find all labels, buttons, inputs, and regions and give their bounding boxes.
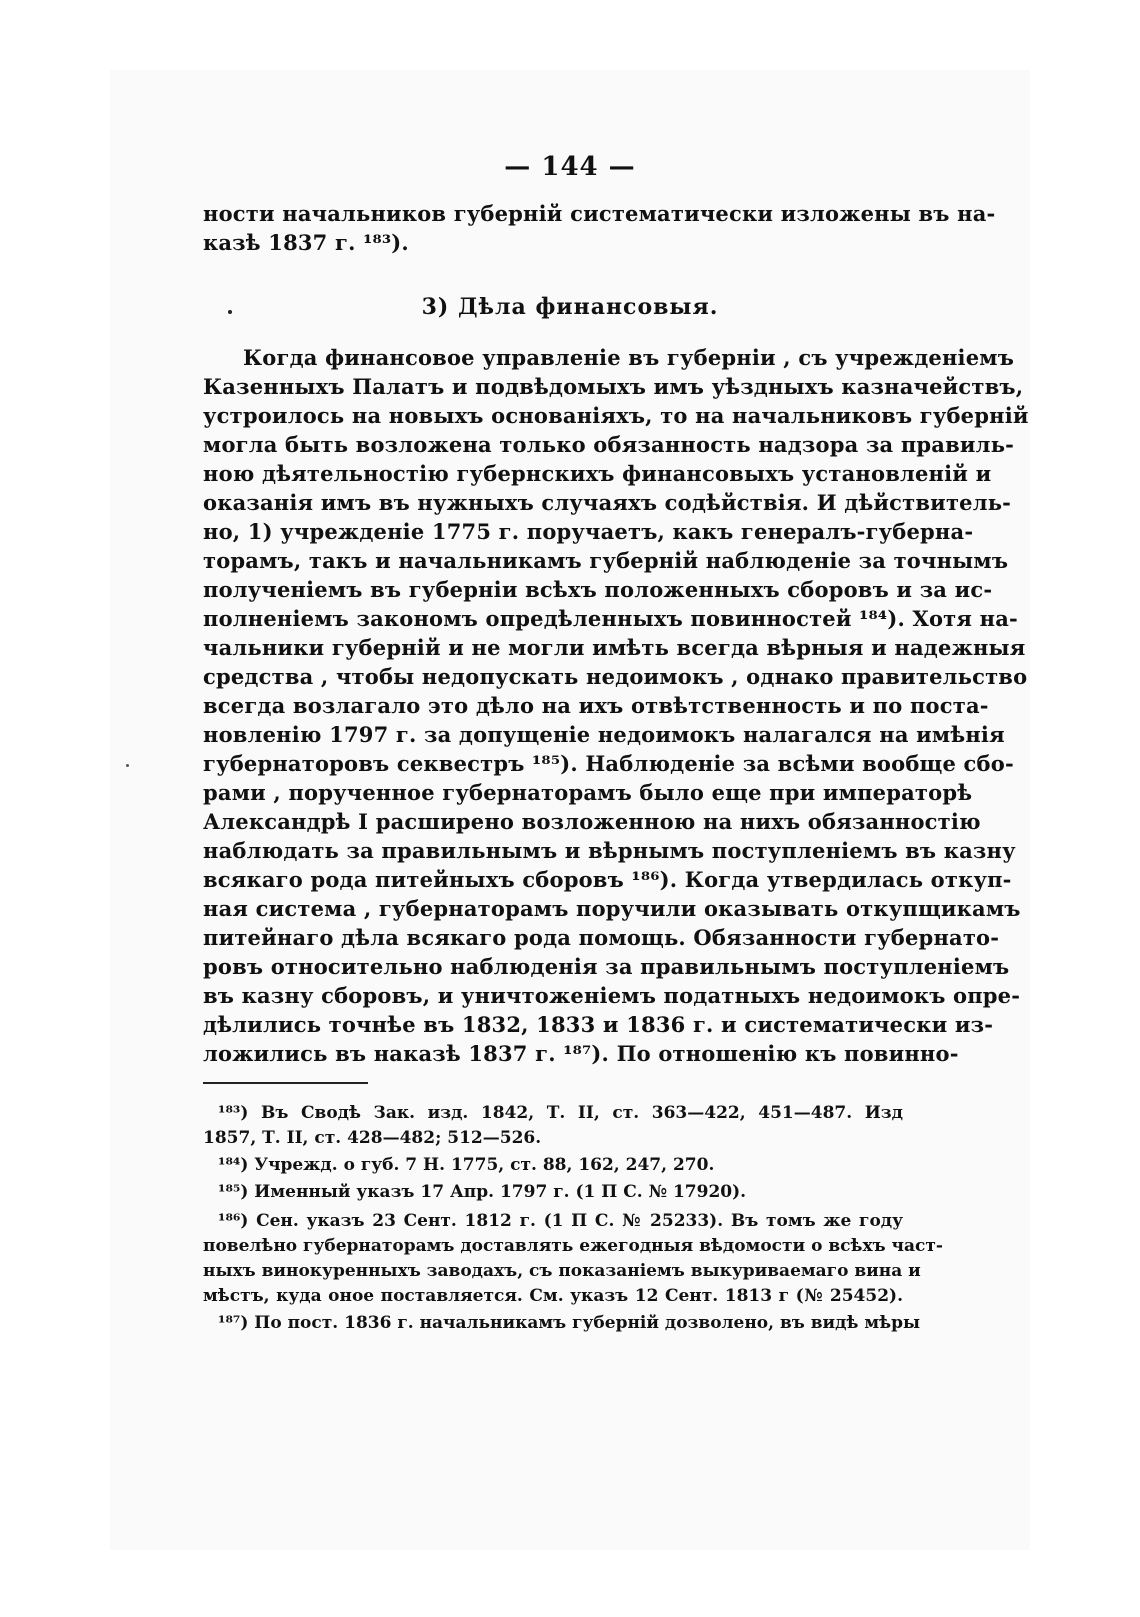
- text-line: всегда возлагало это дѣло на ихъ отвѣтственность и по поста-: [203, 693, 989, 718]
- section-heading: 3) Дѣла финансовыя.: [421, 294, 719, 320]
- footnote-185: ¹⁸⁵) Именный указъ 17 Апр. 1797 г. (1 П С. № 17920).: [218, 1182, 747, 1202]
- text-line: Александрѣ I расширено возложенною на нихъ обязанностію: [203, 809, 981, 834]
- text-line: питейнаго дѣла всякаго рода помощь. Обязанности губернато-: [203, 925, 1000, 950]
- text-line: полученіемъ въ губерніи всѣхъ положенныхъ сборовъ и за ис-: [203, 577, 993, 602]
- footnote-rule: [203, 1082, 368, 1084]
- text-line: Казенныхъ Палатъ и подвѣдомыхъ имъ уѣздныхъ казначействъ,: [203, 374, 1024, 399]
- text-line: оказанія имъ въ нужныхъ случаяхъ содѣйствія. И дѣйствитель-: [203, 490, 1012, 515]
- text-line: могла быть возложена только обязанность надзора за правиль-: [203, 432, 1015, 457]
- text-line: ная система , губернаторамъ поручили оказывать откупщикамъ: [203, 896, 1021, 921]
- stray-mark: [126, 764, 129, 767]
- text-line: дѣлились точнѣе въ 1832, 1833 и 1836 г. и систематически из-: [203, 1012, 994, 1037]
- footnote-187: ¹⁸⁷) По пост. 1836 г. начальникамъ губерній дозволено, въ видѣ мѣры: [218, 1313, 921, 1333]
- text-line: чальники губерній и не могли имѣть всегда вѣрныя и надежныя: [203, 635, 1026, 660]
- text-line: всякаго рода питейныхъ сборовъ ¹⁸⁶). Когда утвердилась откуп-: [203, 867, 1012, 892]
- text-line: въ казну сборовъ, и уничтоженіемъ податныхъ недоимокъ опре-: [203, 983, 1021, 1008]
- footnote-186-cont: мѣстъ, куда оное поставляется. См. указъ 12 Сент. 1813 г (№ 25452).: [203, 1286, 903, 1306]
- text-line: губернаторовъ секвестръ ¹⁸⁵). Наблюденіе за всѣми вообще сбо-: [203, 751, 1014, 776]
- footnote-184: ¹⁸⁴) Учрежд. о губ. 7 Н. 1775, ст. 88, 162, 247, 270.: [218, 1155, 715, 1175]
- text-line: казѣ 1837 г. ¹⁸³).: [203, 230, 409, 255]
- footnote-186-cont: ныхъ винокуренныхъ заводахъ, съ показаніемъ выкуриваемаго вина и: [203, 1261, 921, 1281]
- footnote-183: ¹⁸³) Въ Сводѣ Зак. изд. 1842, Т. II, ст. 363—422, 451—487. Изд: [218, 1103, 903, 1123]
- text-line: наблюдать за правильнымъ и вѣрнымъ поступленіемъ въ казну: [203, 838, 1016, 863]
- footnote-186: ¹⁸⁶) Сен. указъ 23 Сент. 1812 г. (1 П С. № 25233). Въ томъ же году: [218, 1211, 903, 1231]
- footnote-183-cont: 1857, Т. II, ст. 428—482; 512—526.: [203, 1128, 542, 1148]
- text-line: ровъ относительно наблюденія за правильнымъ поступленіемъ: [203, 954, 1010, 979]
- text-line: ности начальников губерній систематически изложены въ на-: [203, 201, 996, 226]
- text-line: но, 1) учрежденіе 1775 г. поручаетъ, какъ генералъ-губерна-: [203, 519, 974, 544]
- paragraph-first-line: Когда финансовое управленіе въ губерніи , съ учрежденіемъ: [243, 345, 1015, 370]
- footnote-186-cont: повелѣно губернаторамъ доставлять ежегодныя вѣдомости о всѣхъ част-: [203, 1236, 943, 1256]
- text-line: новленію 1797 г. за допущеніе недоимокъ налагался на имѣнія: [203, 722, 1005, 747]
- text-line: ложились въ наказѣ 1837 г. ¹⁸⁷). По отношенію къ повинно-: [203, 1041, 959, 1066]
- text-line: средства , чтобы недопускать недоимокъ , однако правительство: [203, 664, 1028, 689]
- text-line: устроилось на новыхъ основаніяхъ, то на начальниковъ губерній: [203, 403, 1029, 428]
- text-line: рами , порученное губернаторамъ было еще при императорѣ: [203, 780, 973, 805]
- page-number: — 144 —: [504, 152, 636, 182]
- text-line: ною дѣятельностію губернскихъ финансовыхъ установленій и: [203, 461, 992, 486]
- text-line: полненіемъ закономъ опредѣленныхъ повинностей ¹⁸⁴). Хотя на-: [203, 606, 1018, 631]
- text-line: торамъ, такъ и начальникамъ губерній наблюденіе за точнымъ: [203, 548, 1009, 573]
